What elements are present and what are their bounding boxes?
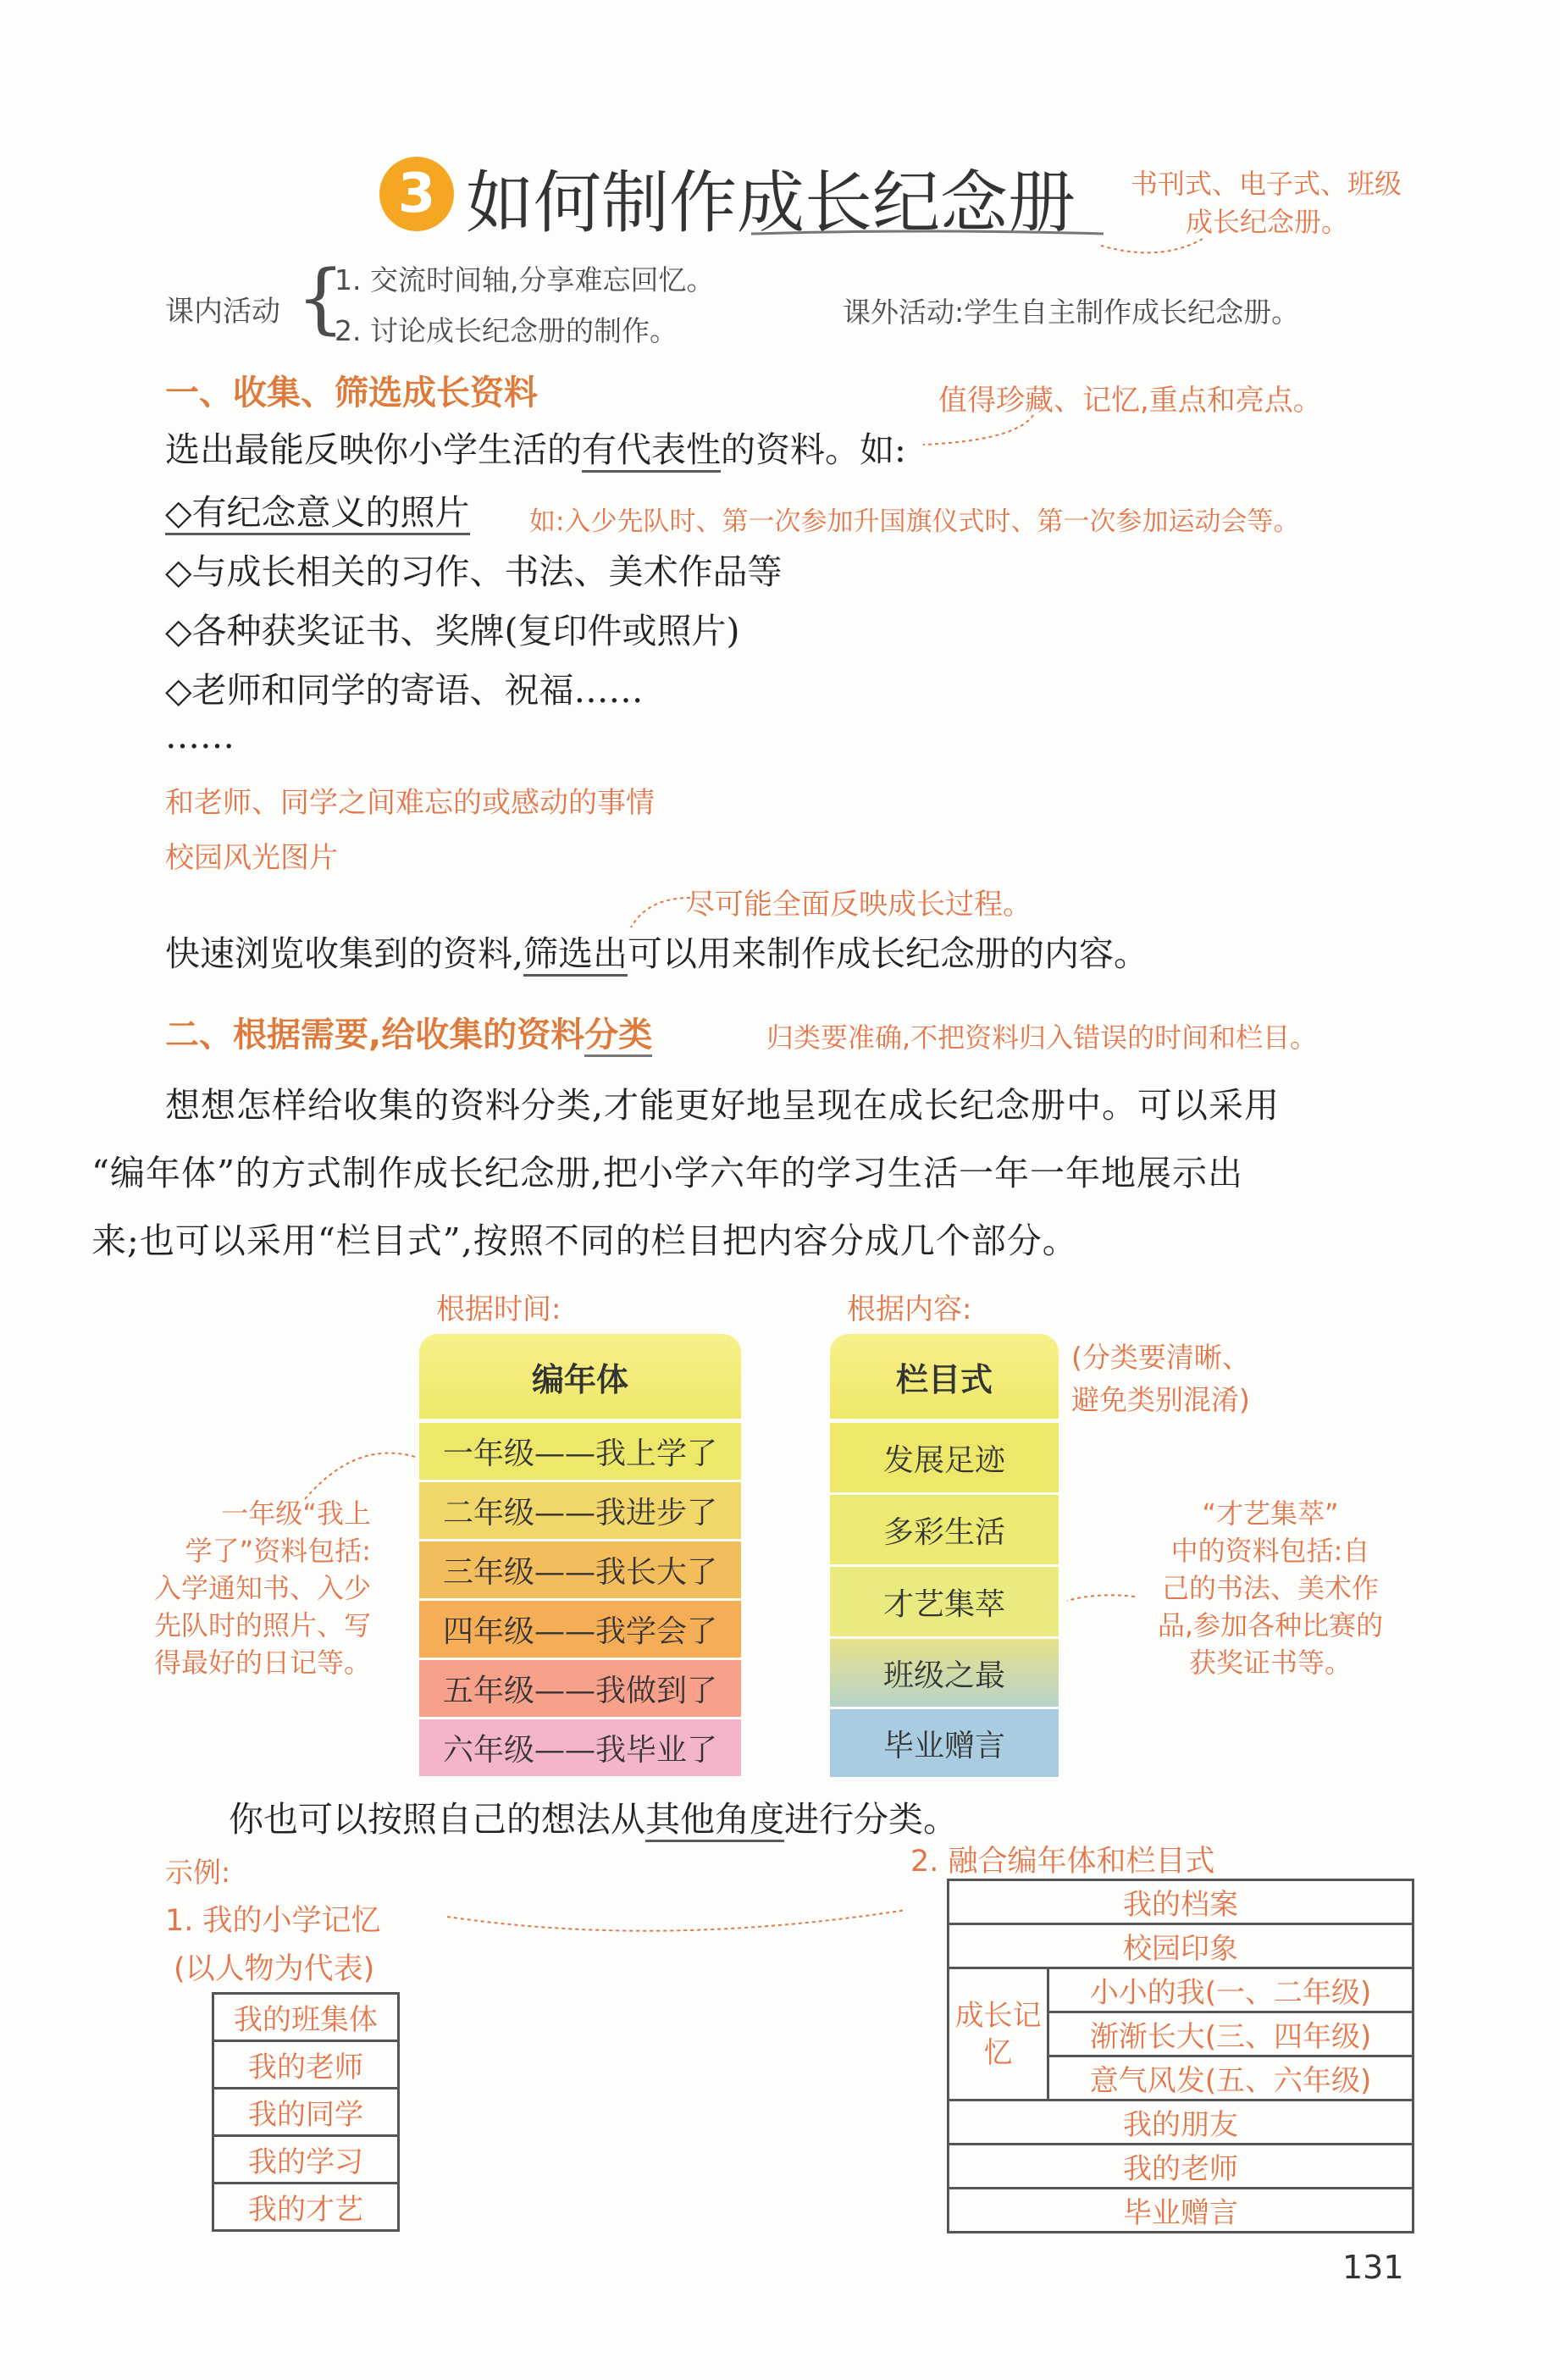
example1-cell: 我的才艺 — [213, 2184, 399, 2231]
note-extra-campus: 校园风光图片 — [165, 841, 338, 875]
example2-cell: 毕业赠言 — [949, 2189, 1413, 2233]
example1-cell: 我的班集体 — [213, 1994, 399, 2041]
example1-table — [212, 1992, 400, 2232]
example2-cell: 我的老师 — [949, 2145, 1413, 2189]
page-title: 如何制作成长纪念册 — [466, 163, 1076, 242]
title-underline — [750, 227, 1105, 239]
annals-table — [419, 1334, 741, 1779]
note-title-side-1: 书刊式、电子式、班级 — [1131, 168, 1402, 200]
list-item-certificates: ◇各种获奖证书、奖牌(复印件或照片) — [165, 611, 740, 651]
note-title-side-2: 成长纪念册。 — [1186, 206, 1349, 238]
section2-para-1: 想想怎样给收集的资料分类,才能更好地呈现在成长纪念册中。可以采用 — [165, 1085, 1281, 1126]
arrow-examples — [440, 1876, 915, 1944]
section1-intro: 选出最能反映你小学生活的有代表性的资料。如: — [165, 422, 906, 472]
columns-row: 才艺集萃 — [830, 1567, 1059, 1639]
example2-table — [947, 1879, 1414, 2233]
section1-browse: 快速浏览收集到的资料,筛选出可以用来制作成长纪念册的内容。 — [165, 926, 1148, 976]
note-worth: 值得珍藏、记忆,重点和亮点。 — [938, 384, 1322, 418]
list-ellipsis: …… — [165, 716, 235, 756]
list-item-works: ◇与成长相关的习作、书法、美术作品等 — [165, 551, 783, 592]
example1-cell: 我的老师 — [213, 2041, 399, 2089]
note-extra-events: 和老师、同学之间难忘的或感动的事情 — [165, 786, 655, 820]
section1-heading: 一、收集、筛选成长资料 — [165, 374, 538, 412]
columns-row: 多彩生活 — [830, 1495, 1059, 1567]
example2-cell: 意气风发(五、六年级) — [1048, 2056, 1413, 2100]
other-angle-sentence: 你也可以按照自己的想法从其他角度进行分类。 — [229, 1791, 958, 1841]
note-by-time: 根据时间: — [436, 1292, 561, 1326]
columns-table — [830, 1334, 1059, 1779]
note-by-content: 根据内容: — [847, 1292, 972, 1326]
arrow-left-block — [279, 1440, 423, 1508]
annals-row: 二年级——我进步了 — [419, 1482, 741, 1541]
example1-title: 1. 我的小学记忆 — [165, 1904, 381, 1938]
note-left-block: 一年级“我上 学了”资料包括: 入学通知书、入少 先队时的照片、写 得最好的日记等。 — [153, 1497, 371, 1679]
note-photos-example: 如:入少先队时、第一次参加升国旗仪式时、第一次参加运动会等。 — [529, 506, 1300, 537]
annals-header: 编年体 — [419, 1334, 741, 1421]
example2-title: 2. 融合编年体和栏目式 — [910, 1845, 1215, 1879]
columns-header: 栏目式 — [830, 1334, 1059, 1421]
note-full-coverage: 尽可能全面反映成长过程。 — [686, 888, 1032, 922]
example2-cell: 小小的我(一、二年级) — [1048, 1968, 1413, 2012]
list-item-wishes: ◇老师和同学的寄语、祝福…… — [165, 670, 644, 711]
lesson-number-badge: 3 — [379, 157, 454, 231]
example1-subtitle: (以人物为代表) — [174, 1952, 375, 1986]
annals-row: 一年级——我上学了 — [419, 1423, 741, 1482]
example1-cell: 我的学习 — [213, 2136, 399, 2184]
example2-cell: 渐渐长大(三、四年级) — [1048, 2012, 1413, 2056]
example2-cell: 校园印象 — [949, 1924, 1413, 1968]
section2-para-3: 来;也可以采用“栏目式”,按照不同的栏目把内容分成几个部分。 — [91, 1220, 1078, 1261]
out-class-note: 课外活动:学生自主制作成长纪念册。 — [843, 296, 1300, 329]
example2-cell: 我的朋友 — [949, 2100, 1413, 2145]
annals-row: 三年级——我长大了 — [419, 1541, 741, 1601]
annals-row: 五年级——我做到了 — [419, 1660, 741, 1719]
annals-row: 六年级——我毕业了 — [419, 1719, 741, 1779]
note-clear-1: (分类要清晰、 — [1071, 1341, 1250, 1374]
in-class-item-2: 2. 讨论成长纪念册的制作。 — [335, 314, 678, 347]
list-item-photos: ◇有纪念意义的照片 — [165, 484, 470, 534]
columns-row: 毕业赠言 — [830, 1709, 1059, 1779]
page-number: 131 — [1342, 2249, 1404, 2286]
in-class-label: 课内活动 — [165, 295, 280, 329]
note-example-label: 示例: — [165, 1856, 231, 1889]
example1-cell: 我的同学 — [213, 2089, 399, 2136]
columns-row: 班级之最 — [830, 1639, 1059, 1709]
example2-cell: 我的档案 — [949, 1880, 1413, 1924]
arrow-right-block — [1063, 1584, 1139, 1609]
arrow-worth — [915, 411, 1042, 453]
arrow-title — [1093, 220, 1211, 263]
section2-heading: 二、根据需要,给收集的资料分类 — [165, 1008, 652, 1056]
note-right-block: “才艺集萃” 中的资料包括:自 己的书法、美术作 品,参加各种比赛的 获奖证书等。 — [1157, 1497, 1384, 1679]
example2-group-cell: 成长记忆 — [949, 1968, 1048, 2100]
section2-para-2: “编年体”的方式制作成长纪念册,把小学六年的学习生活一年一年地展示出 — [91, 1153, 1243, 1193]
note-clear-2: 避免类别混淆) — [1071, 1383, 1250, 1416]
columns-row: 发展足迹 — [830, 1423, 1059, 1495]
note-classify: 归类要准确,不把资料归入错误的时间和栏目。 — [766, 1021, 1318, 1054]
annals-row: 四年级——我学会了 — [419, 1601, 741, 1660]
in-class-item-1: 1. 交流时间轴,分享难忘回忆。 — [335, 263, 715, 296]
brace: { — [296, 254, 346, 343]
